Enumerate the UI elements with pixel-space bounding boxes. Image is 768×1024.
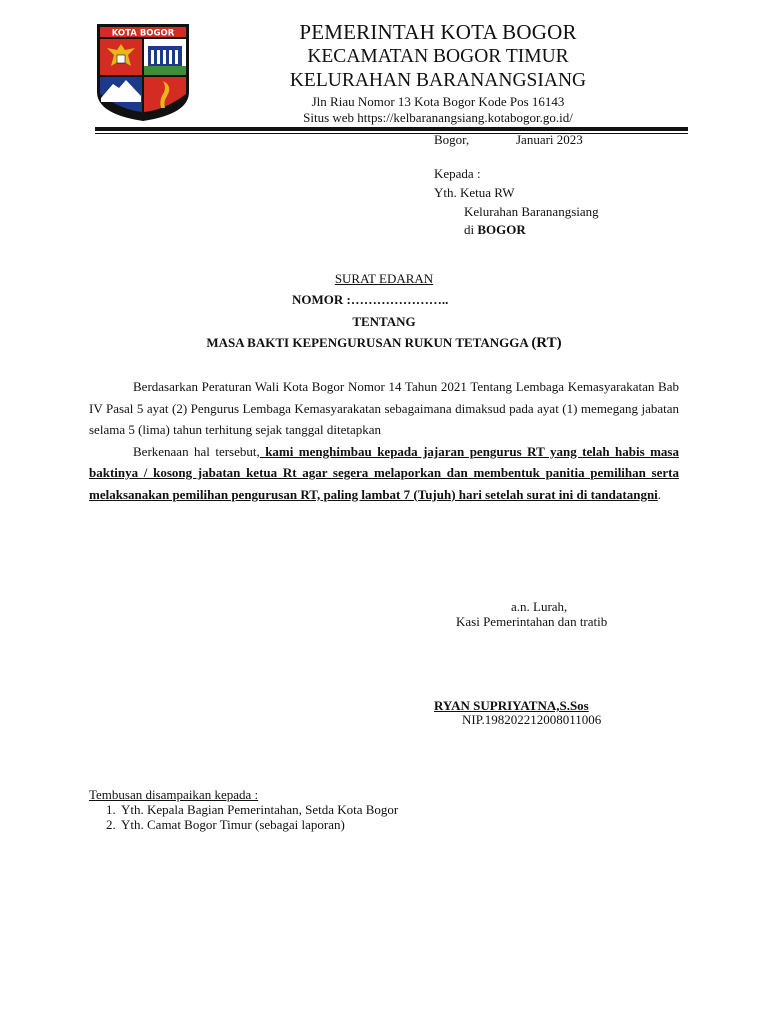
date-month-year: Januari 2023	[516, 132, 583, 147]
letter-subject	[89, 333, 679, 353]
signature-name: RYAN SUPRIYATNA,S.Sos	[434, 698, 589, 713]
letterhead-address: Jln Riau Nomor 13 Kota Bogor Kode Pos 16143	[311, 94, 565, 109]
recipient-di: di	[464, 222, 475, 237]
letter-number: NOMOR :…………………..	[292, 292, 449, 307]
letterhead-government: PEMERINTAH KOTA BOGOR	[299, 20, 577, 44]
signature-an: a.n. Lurah,	[511, 599, 568, 614]
letter-type	[89, 269, 679, 288]
recipient-city-line	[464, 220, 526, 239]
cc-item: 1. Yth. Kepala Bagian Pemerintahan, Setda Kota Bogor	[119, 802, 398, 817]
letter-type-text: SURAT EDARAN	[334, 271, 434, 286]
letterhead-village: KELURAHAN BARANANGSIANG	[289, 70, 587, 91]
kota-bogor-logo	[95, 22, 191, 122]
cc-section	[89, 787, 398, 832]
recipient-city: BOGOR	[477, 222, 526, 237]
body-paragraph-2	[89, 441, 679, 506]
letterhead-rule-thick	[95, 127, 688, 131]
letterhead-rule-thin	[95, 133, 688, 134]
date-place: Bogor,	[434, 132, 470, 147]
body-paragraphs	[89, 376, 679, 505]
body-paragraph-2-intro: Berkenaan hal tersebut,	[133, 443, 260, 459]
body-paragraph-2-emphasis: kami menghimbau kepada jajaran pengurus RT yang telah habis masa baktinya / kosong jabatan ketua Rt agar segera melaporkan dan membentuk panitia pemilihan serta melaksanakan pemilihan pengurusan RT, paling lambat 7 (Tujuh) hari setelah surat ini di tandatangni	[89, 443, 679, 502]
signature-position: Kasi Pemerintahan dan tratib	[456, 614, 608, 629]
recipient-to: Yth. Ketua RW	[434, 185, 515, 200]
cc-heading: Tembusan disampaikan kepada :	[89, 787, 259, 802]
logo-text: KOTA BOGOR	[111, 28, 175, 39]
letter-tentang: TENTANG	[352, 314, 416, 329]
letter-subject-text: MASA BAKTI KEPENGURUSAN RUKUN TETANGGA	[206, 335, 529, 350]
recipient-kepada: Kepada :	[434, 166, 481, 181]
body-paragraph-2-end: .	[657, 486, 662, 502]
signature-nip: NIP.198202212008011006	[462, 712, 602, 727]
letterhead-district: KECAMATAN BOGOR TIMUR	[307, 46, 569, 67]
cc-item: 2. Yth. Camat Bogor Timur (sebagai laporan)	[119, 817, 398, 832]
cc-list	[89, 802, 398, 832]
body-paragraph-1: Berdasarkan Peraturan Wali Kota Bogor Nomor 14 Tahun 2021 Tentang Lembaga Kemasyarakatan Bab IV Pasal 5 ayat (2) Pengurus Lembaga Kemasyarakatan sebagaimana dimaksud pada ayat (1) memegang jabatan selama 5 (lima) tahun terhitung sejak tanggal ditetapkan	[89, 379, 679, 437]
letter-subject-abbr: (RT)	[531, 335, 562, 351]
recipient-org: Kelurahan Baranangsiang	[464, 204, 599, 219]
letterhead-website: Situs web https://kelbaranangsiang.kotabogor.go.id/	[303, 110, 573, 125]
